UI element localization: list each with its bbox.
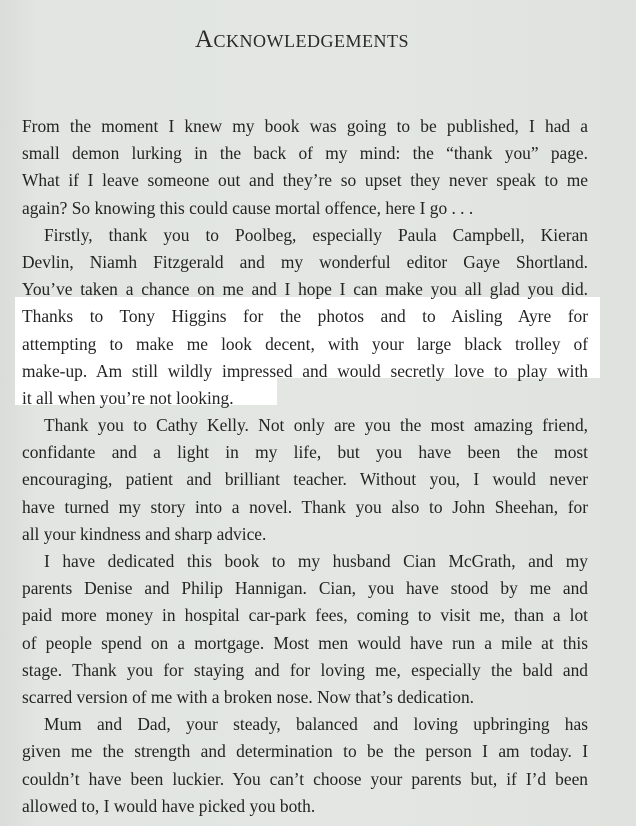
text-line: have turned my story into a novel. Thank you also to John Sheehan, for (22, 496, 588, 517)
text-line: parents Denise and Philip Hannigan. Cian, you have stood by me and (22, 578, 588, 599)
text-line: paid more money in hospital car-park fees, coming to visit me, than a lot (22, 605, 588, 626)
text-line: From the moment I knew my book was going to be published, I had a (22, 116, 588, 136)
text-line: Mum and Dad, your steady, balanced and loving upbringing has (44, 714, 588, 735)
paragraph-1 (22, 113, 588, 222)
text-line: allowed to, I would have picked you both. (22, 795, 316, 816)
acknowledgements-body (22, 113, 588, 820)
text-line: Thanks to Tony Higgins for the photos and to Aisling Ayre for (22, 306, 588, 327)
text-line: Devlin, Niamh Fitzgerald and my wonderful editor Gaye Shortland. (22, 251, 588, 272)
text-line: You’ve taken a chance on me and I hope I can make you all glad you did. (22, 279, 588, 300)
text-line: of people spend on a mortgage. Most men would have run a mile at this (22, 632, 588, 653)
paragraph-3 (22, 412, 588, 548)
text-line: all your kindness and sharp advice. (22, 523, 267, 544)
text-line: confidante and a light in my life, but you have been the most (22, 442, 588, 463)
text-line: stage. Thank you for staying and for loving me, especially the bald and (22, 659, 588, 680)
text-line: it all when you’re not looking. (22, 387, 234, 408)
text-line: I have dedicated this book to my husband Cian McGrath, and my (44, 551, 588, 571)
text-line: What if I leave someone out and they’re so upset they never speak to me (22, 170, 588, 191)
page-title: Acknowledgements (194, 26, 410, 53)
text-line: Thank you to Cathy Kelly. Not only are you the most amazing friend, (44, 415, 588, 436)
text-line: small demon lurking in the back of my mind: the “thank you” page. (22, 143, 588, 164)
text-line: Firstly, thank you to Poolbeg, especially Paula Campbell, Kieran (44, 224, 588, 245)
text-line: scarred version of me with a broken nose. Now that’s dedication. (22, 686, 475, 707)
text-line: encouraging, patient and brilliant teacher. Without you, I would never (22, 469, 588, 490)
paragraph-4 (22, 548, 588, 711)
paragraph-2 (22, 222, 588, 412)
text-line: attempting to make me look decent, with your large black trolley of (22, 333, 588, 354)
text-line: again? So knowing this could cause mortal offence, here I go . . . (22, 197, 474, 218)
paragraph-5 (22, 711, 588, 820)
text-line: given me the strength and determination to be the person I am today. I (22, 741, 588, 762)
text-line: couldn’t have been luckier. You can’t choose your parents but, if I’d been (22, 768, 588, 789)
text-line: make-up. Am still wildly impressed and would secretly love to play with (22, 360, 588, 381)
